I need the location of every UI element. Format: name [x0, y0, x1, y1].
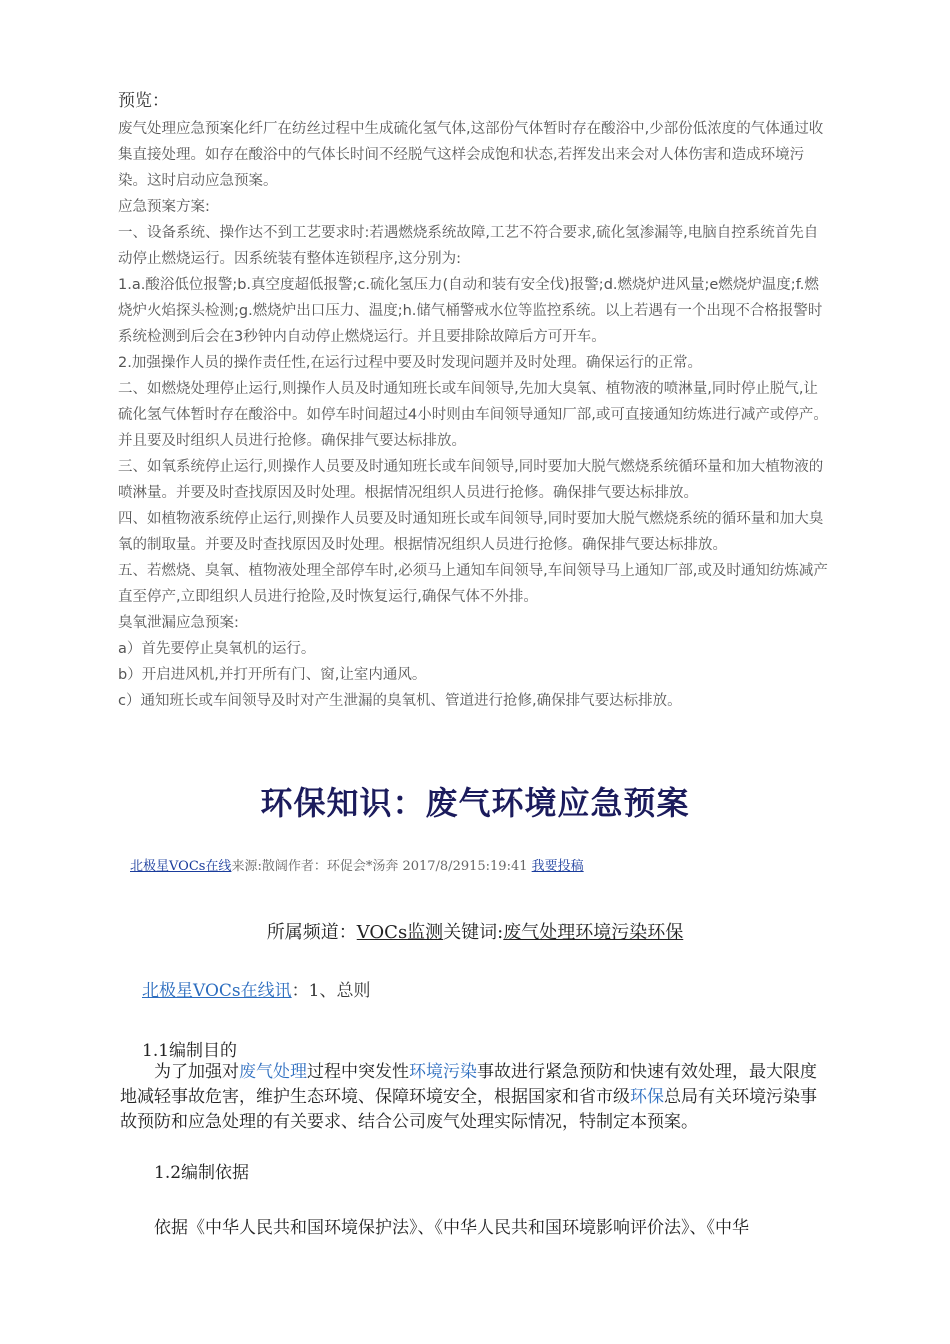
- keywords-label: 关键词:: [443, 922, 504, 943]
- intro-list-item: c）通知班长或车间领导及时对产生泄漏的臭氧机、管道进行抢修,确保排气要达标排放。: [118, 693, 682, 709]
- intro-paragraph: 应急预案方案:: [118, 199, 210, 215]
- preview-label: 预览：: [118, 91, 169, 111]
- intro-paragraph: 二、如燃烧处理停止运行,则操作人员及时通知班长或车间领导,先加大臭氧、植物液的喷淋量,同时停止脱气,让硫化氢气体暂时存在酸浴中。如停车时间超过4小时则由车间领导通知厂部,或可直接通知纺炼进行减产或停产。并且要及时组织人员进行抢修。确保排气要达标排放。: [118, 381, 828, 449]
- env-protection-link[interactable]: 环保: [630, 1087, 664, 1107]
- section-1-2-paragraph: 依据《中华人民共和国环境保护法》、《中华人民共和国环境影响评价法》、《中华: [154, 1218, 749, 1238]
- intro-paragraph: 四、如植物液系统停止运行,则操作人员要及时通知班长或车间领导,同时要加大脱气燃烧系统的循环量和加大臭氧的制取量。并要及时查找原因及时处理。根据情况组织人员进行抢修。确保排气要达标排放。: [118, 511, 824, 553]
- section-1-1-paragraph: [120, 1060, 830, 1135]
- keywords-link[interactable]: 废气处理环境污染环保: [503, 922, 684, 943]
- intro-body: [118, 116, 830, 714]
- pollution-link[interactable]: 环境污染: [409, 1062, 477, 1082]
- article-title: 环保知识：废气环境应急预案: [260, 784, 690, 822]
- intro-paragraph: 1.a.酸浴低位报警;b.真空度超低报警;c.硫化氢压力(自动和装有安全伐)报警;d.燃烧炉进风量;e燃烧炉温度;f.燃烧炉火焰探头检测;g.燃烧炉出口压力、温度;h.储气桶警戒水位等监控系统。以上若遇有一个出现不合格报警时系统检测到后会在3秒钟内自动停止燃烧运行。并且要排除故障后方可开车。: [118, 277, 823, 345]
- waste-gas-link[interactable]: 废气处理: [239, 1062, 307, 1082]
- text-run: 事故进行紧急预防和快速有效处理，最大限度地减轻事故危害，维护生态环境、保障环境安全，根据国家和省市级: [120, 1062, 817, 1107]
- text-run: 为了加强对: [154, 1062, 239, 1082]
- text-run: 总局有关环境污染事故预防和应急处理的有关要求、结合公司废气处理实际情况，特制定本预案。: [120, 1087, 817, 1132]
- intro-paragraph: 2.加强操作人员的操作责任性,在运行过程中要及时发现问题并及时处理。确保运行的正常。: [118, 355, 702, 371]
- intro-paragraph: 臭氧泄漏应急预案:: [118, 615, 239, 631]
- intro-list-item: a）首先要停止臭氧机的运行。: [118, 641, 316, 657]
- lead-source-link[interactable]: 北极星VOCs在线讯: [142, 981, 292, 1001]
- intro-list-item: b）开启进风机,并打开所有门、窗,让室内通风。: [118, 667, 427, 683]
- section-heading-1-1: 1.1编制目的: [142, 1041, 238, 1061]
- section-heading-1-2: 1.2编制依据: [154, 1163, 250, 1183]
- article-meta: [130, 855, 584, 874]
- channel-keywords: [0, 918, 950, 944]
- text-run: 过程中突发性: [307, 1062, 409, 1082]
- intro-paragraph: 三、如氧系统停止运行,则操作人员要及时通知班长或车间领导,同时要加大脱气燃烧系统循环量和加大植物液的喷淋量。并要及时查找原因及时处理。根据情况组织人员进行抢修。确保排气要达标排放。: [118, 459, 824, 501]
- lead-line: [142, 976, 370, 1001]
- source-link[interactable]: 北极星VOCs在线: [130, 859, 232, 874]
- channel-link[interactable]: VOCs监测: [356, 922, 444, 943]
- contribute-link[interactable]: 我要投稿: [531, 859, 584, 874]
- intro-paragraph: 五、若燃烧、臭氧、植物液处理全部停车时,必须马上通知车间领导,车间领导马上通知厂部,或及时通知纺炼减产直至停产,立即组织人员进行抢险,及时恢复运行,确保气体不外排。: [118, 563, 828, 605]
- intro-paragraph: 废气处理应急预案化纤厂在纺丝过程中生成硫化氢气体,这部份气体暂时存在酸浴中,少部份低浓度的气体通过收集直接处理。如存在酸浴中的气体长时间不经脱气这样会成饱和状态,若挥发出来会对人体伤害和造成环境污染。这时启动应急预案。: [118, 121, 824, 189]
- channel-label: 所属频道：: [266, 922, 357, 943]
- source-info: 来源:散阔作者：环促会*汤奔 2017/8/2915:19:41: [231, 859, 528, 874]
- lead-text: ：1、总则: [291, 981, 371, 1001]
- intro-paragraph: 一、设备系统、操作达不到工艺要求时:若遇燃烧系统故障,工艺不符合要求,硫化氢渗漏等,电脑自控系统首先自动停止燃烧运行。因系统装有整体连锁程序,这分别为:: [118, 225, 819, 267]
